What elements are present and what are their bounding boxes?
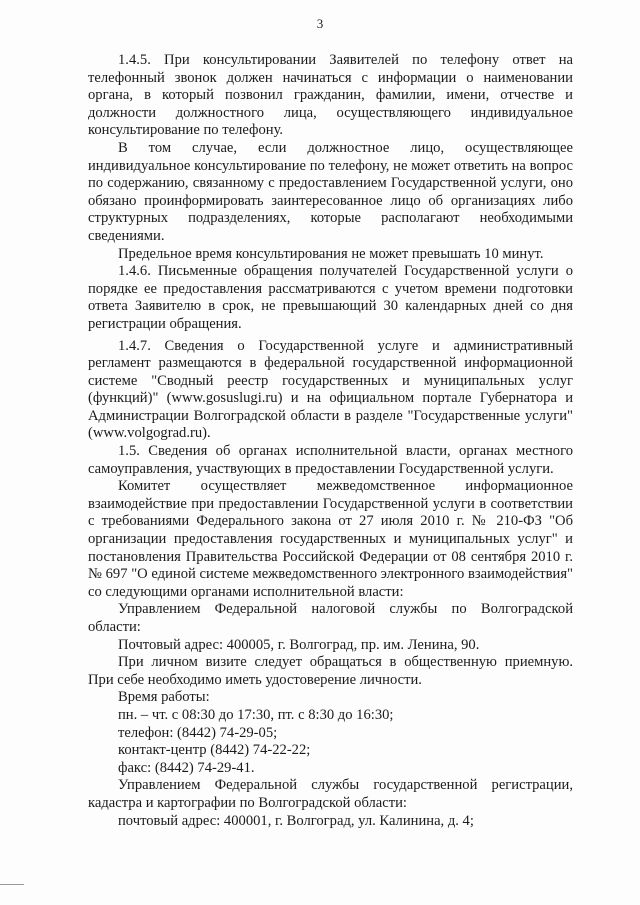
paragraph-rosreestr-address: почтовый адрес: 400001, г. Волгоград, ул. Калинина, д. 4; [118, 812, 474, 829]
paragraph-fax: факс: (8442) 74-29-41. [118, 759, 255, 776]
paragraph-fns-heading: Управлением Федеральной налоговой службы по Волгоградской области: [88, 601, 573, 635]
paragraph-1-4-6: 1.4.6. Письменные обращения получателей Государственной услуги о порядке ее предоставления рассматриваются с учетом времени подготовки ответа Заявителю в срок, не превышающий 30 календарных дней со дня регистрации обращения. [88, 263, 573, 332]
paragraph-phone: телефон: (8442) 74-29-05; [118, 724, 278, 741]
document-body [88, 52, 573, 830]
paragraph-fns-address: Почтовый адрес: 400005, г. Волгоград, пр. им. Ленина, 90. [118, 636, 480, 653]
paragraph-work-hours: пн. – чт. с 08:30 до 17:30, пт. с 8:30 до 16:30; [118, 706, 394, 723]
page-number: 3 [316, 16, 324, 31]
paragraph-work-hours-label: Время работы: [118, 689, 210, 706]
paragraph-committee-interaction: Комитет осуществляет межведомственное информационное взаимодействие при предоставлении Государственной услуги в соответствии с требованиями Федерального закона от 27 июля 2010 г. № 210-ФЗ "Об организации предоставления государственных и муниципальных услуг" и постановления Правительства Российской Федерации от 08 сентября 2010 г. № 697 "О единой системе межведомственного электронного взаимодействия" со следующими органами исполнительной власти: [88, 478, 573, 600]
paragraph-consult-unable: В том случае, если должностное лицо, осуществляющее индивидуальное консультирование по телефону, не может ответить на вопрос по содержанию, связанному с предоставлением Государственной услуги, оно обязано проинформировать заинтересованное лицо об организациях либо структурных подразделениях, которые располагают необходимыми сведениями. [88, 139, 573, 244]
paragraph-contact-center: контакт-центр (8442) 74-22-22; [118, 742, 311, 759]
paragraph-rosreestr-heading: Управлением Федеральной службы государственной регистрации, кадастра и картографии по Волгоградской области: [88, 777, 573, 811]
bottom-edge-rule [0, 884, 24, 885]
paragraph-1-4-7: 1.4.7. Сведения о Государственной услуге и административный регламент размещаются в федеральной государственной информационной системе "Сводный реестр государственных и муниципальных услуг (функций)" (www.gosuslugi.ru) и на официальном портале Губернатора и Администрации Волгоградской области в разделе "Государственные услуги" (www.volgograd.ru). [88, 337, 573, 442]
paragraph-1-5: 1.5. Сведения об органах исполнительной власти, органах местного самоуправления, участвующих в предоставлении Государственной услуги. [88, 443, 573, 477]
paragraph-1-4-5: 1.4.5. При консультировании Заявителей по телефону ответ на телефонный звонок должен начинаться с информации о наименовании органа, в который позвонил гражданин, фамилии, имени, отчестве и должности должностного лица, осуществляющего индивидуальное консультирование по телефону. [88, 52, 573, 139]
paragraph-time-limit: Предельное время консультирования не может превышать 10 минут. [118, 245, 544, 262]
paragraph-fns-visit: При личном визите следует обращаться в общественную приемную. При себе необходимо иметь удостоверение личности. [88, 654, 573, 688]
